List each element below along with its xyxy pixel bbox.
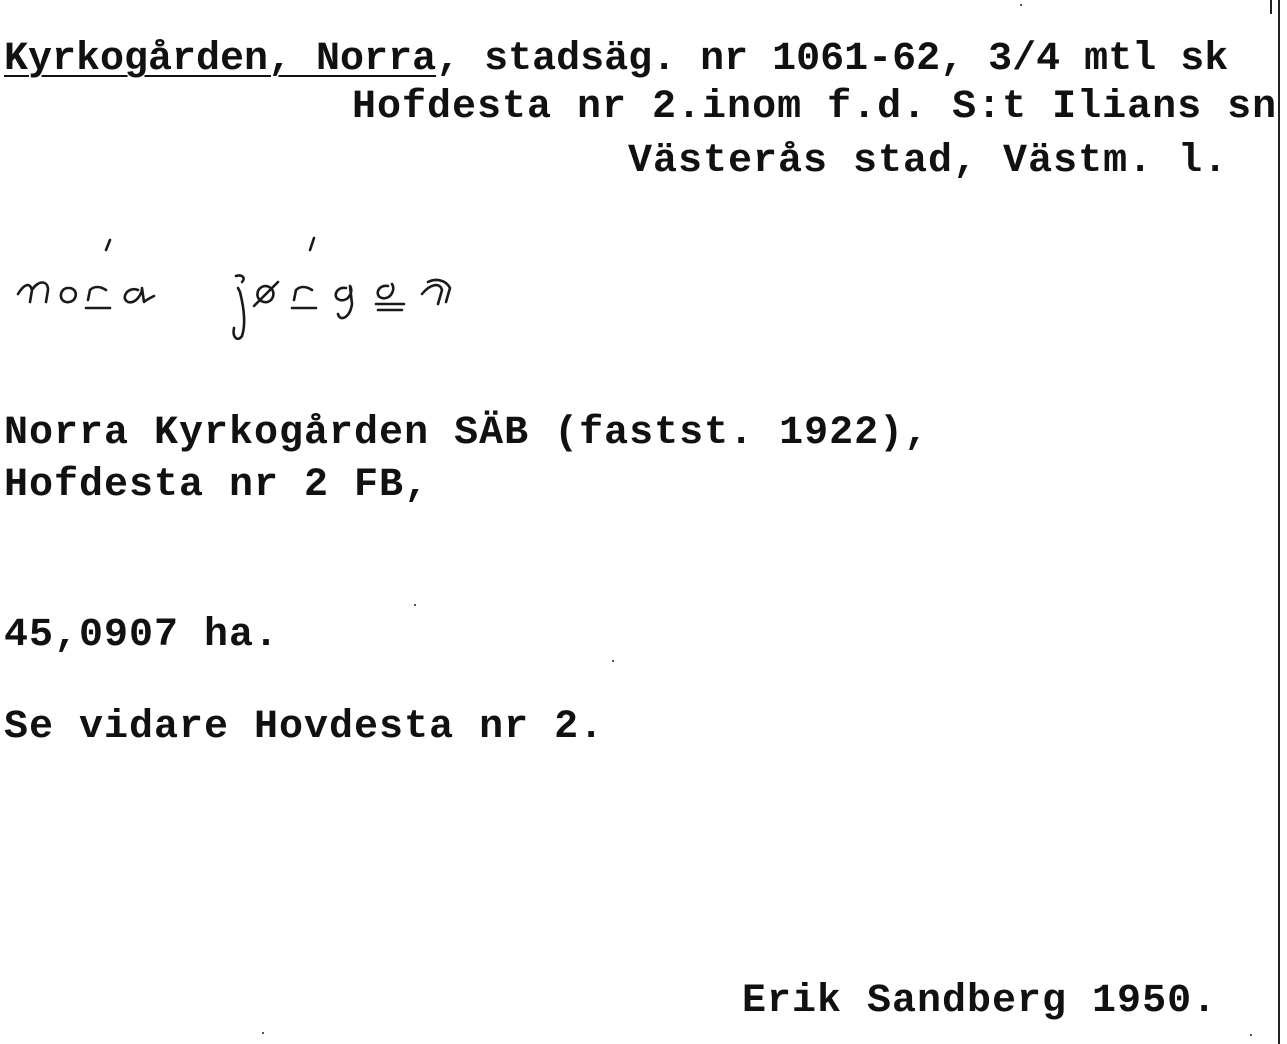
handwritten-pronunciation bbox=[10, 228, 480, 358]
signature-line: Erik Sandberg 1950. bbox=[742, 979, 1218, 1024]
place-name-heading: Kyrkogården, Norra bbox=[4, 37, 437, 82]
owner-line-1: Norra Kyrkogården SÄB (fastst. 1922), bbox=[4, 411, 930, 456]
scan-speck bbox=[414, 604, 416, 606]
owner-line-2: Hofdesta nr 2 FB, bbox=[4, 463, 430, 508]
scan-speck bbox=[1250, 1034, 1252, 1036]
card-heading-line3: Västerås stad, Västm. l. bbox=[628, 139, 1229, 184]
card-heading-line2: Hofdesta nr 2.inom f.d. S:t Ilians sn bbox=[352, 85, 1278, 130]
scan-speck bbox=[1020, 4, 1022, 6]
area-value: 45,0907 ha. bbox=[4, 613, 280, 658]
card-right-edge bbox=[1278, 0, 1280, 1044]
scan-speck bbox=[612, 660, 614, 662]
cross-reference: Se vidare Hovdesta nr 2. bbox=[4, 705, 605, 750]
card-heading-line1 bbox=[4, 36, 1228, 84]
scan-speck bbox=[262, 1032, 264, 1034]
card-edge-mark bbox=[1270, 0, 1272, 14]
property-reference: , stadsäg. nr 1061-62, 3/4 mtl sk bbox=[436, 37, 1229, 82]
